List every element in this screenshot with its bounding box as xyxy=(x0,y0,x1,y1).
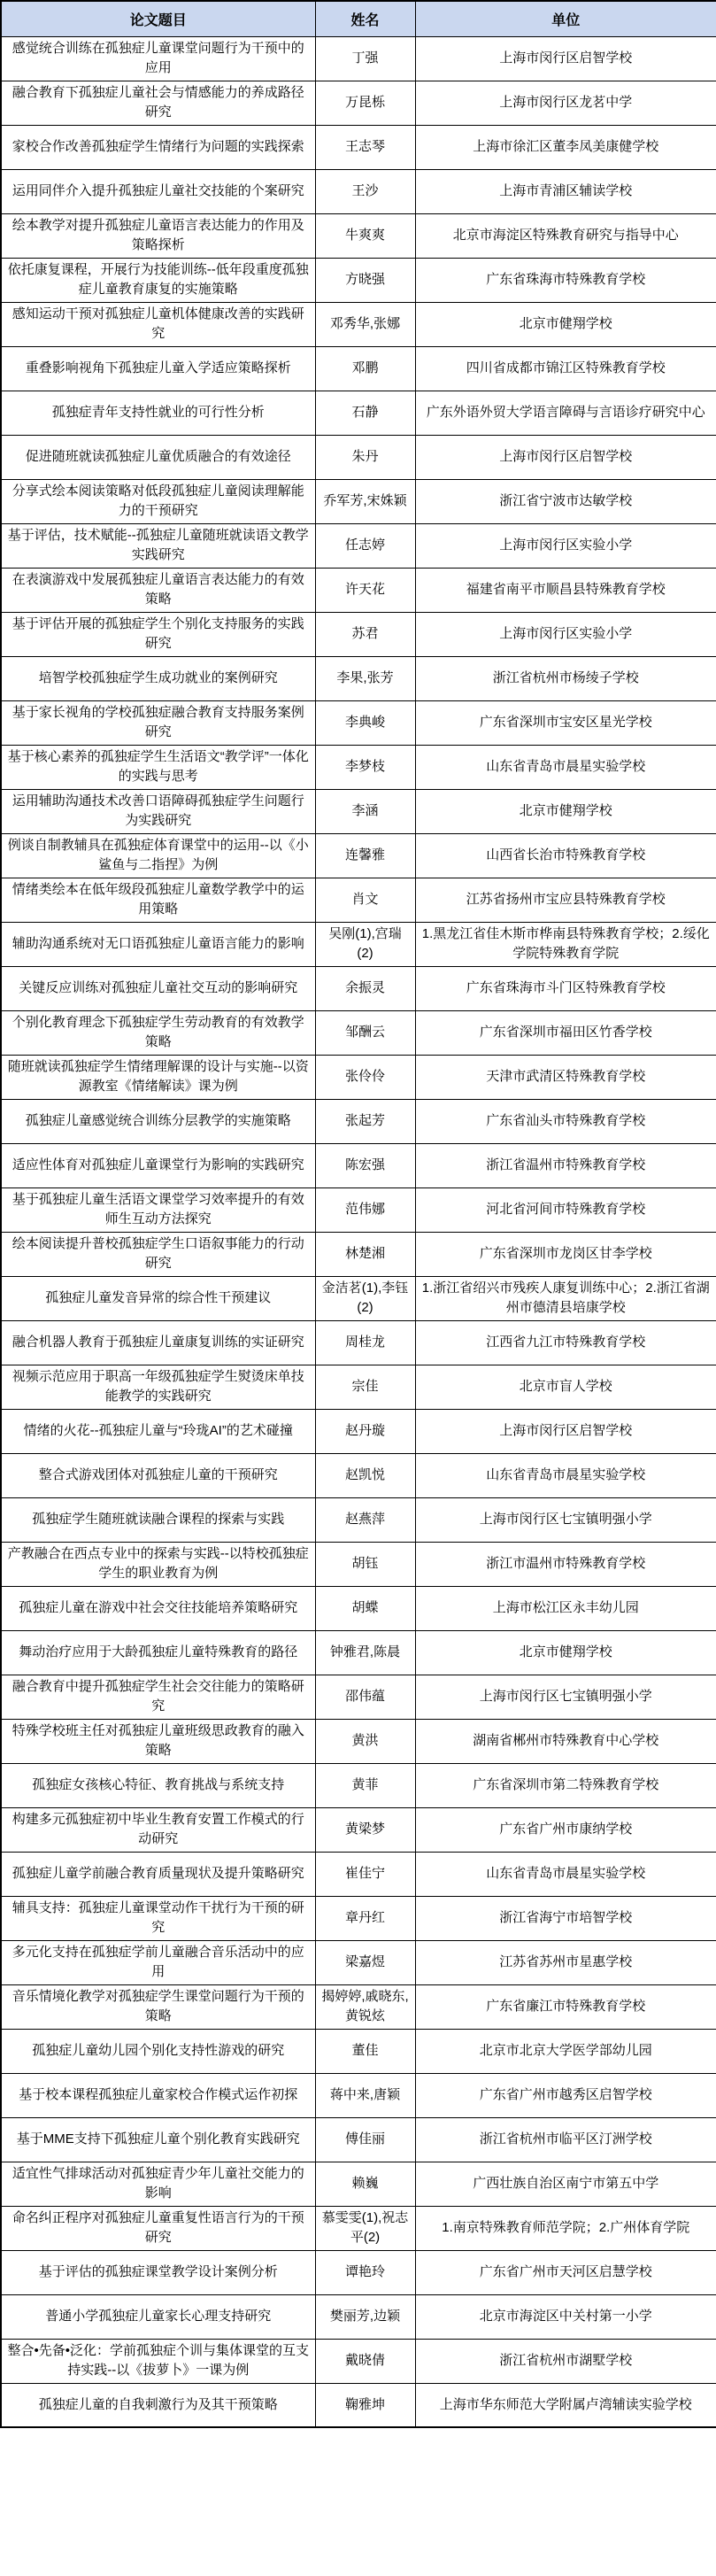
name-cell: 朱丹 xyxy=(315,435,415,479)
paper-title-cell: 绘本阅读提升普校孤独症学生口语叙事能力的行动研究 xyxy=(1,1232,315,1276)
name-cell: 邓秀华,张娜 xyxy=(315,302,415,346)
unit-cell: 江苏省苏州市星惠学校 xyxy=(415,1940,716,1984)
paper-title-cell: 情绪的火花--孤独症儿童与“玲珑AI”的艺术碰撞 xyxy=(1,1409,315,1453)
unit-cell: 北京市健翔学校 xyxy=(415,302,716,346)
table-row xyxy=(1,1099,716,1143)
paper-title-cell: 融合教育中提升孤独症学生社会交往能力的策略研究 xyxy=(1,1675,315,1719)
paper-title-cell: 特殊学校班主任对孤独症儿童班级思政教育的融入策略 xyxy=(1,1719,315,1763)
unit-cell: 1.南京特殊教育师范学院；2.广州体育学院 xyxy=(415,2206,716,2250)
paper-title-cell: 融合教育下孤独症儿童社会与情感能力的养成路径研究 xyxy=(1,81,315,125)
name-cell: 邓鹏 xyxy=(315,346,415,391)
unit-cell: 北京市健翔学校 xyxy=(415,789,716,833)
name-cell: 鞠雅坤 xyxy=(315,2383,415,2427)
table-row xyxy=(1,1852,716,1896)
table-row xyxy=(1,1497,716,1542)
unit-cell: 上海市闵行区七宝镇明强小学 xyxy=(415,1497,716,1542)
table-row xyxy=(1,966,716,1010)
unit-cell: 北京市海淀区中关村第一小学 xyxy=(415,2294,716,2339)
unit-cell: 上海市闵行区启智学校 xyxy=(415,36,716,81)
unit-cell: 上海市闵行区龙茗中学 xyxy=(415,81,716,125)
unit-cell: 江西省九江市特殊教育学校 xyxy=(415,1320,716,1365)
unit-cell: 广东省深圳市第二特殊教育学校 xyxy=(415,1763,716,1807)
table-row xyxy=(1,2073,716,2117)
paper-title-cell: 基于校本课程孤独症儿童家校合作模式运作初探 xyxy=(1,2073,315,2117)
name-cell: 王沙 xyxy=(315,169,415,213)
paper-title-cell: 孤独症儿童发音异常的综合性干预建议 xyxy=(1,1276,315,1320)
table-row xyxy=(1,1320,716,1365)
name-cell: 苏君 xyxy=(315,612,415,656)
unit-cell: 广东外语外贸大学语言障碍与言语诊疗研究中心 xyxy=(415,391,716,435)
unit-cell: 河北省河间市特殊教育学校 xyxy=(415,1187,716,1232)
table-row xyxy=(1,169,716,213)
table-row xyxy=(1,1940,716,1984)
unit-cell: 广东省深圳市龙岗区甘李学校 xyxy=(415,1232,716,1276)
paper-title-cell: 辅助沟通系统对无口语孤独症儿童语言能力的影响 xyxy=(1,922,315,966)
paper-title-cell: 基于核心素养的孤独症学生生活语文“教学评”一体化的实践与思考 xyxy=(1,745,315,789)
unit-cell: 北京市盲人学校 xyxy=(415,1365,716,1409)
table-row xyxy=(1,1630,716,1675)
paper-title-cell: 基于评估的孤独症课堂教学设计案例分析 xyxy=(1,2250,315,2294)
unit-cell: 江苏省扬州市宝应县特殊教育学校 xyxy=(415,878,716,922)
table-row xyxy=(1,1542,716,1586)
paper-title-cell: 基于MME支持下孤独症儿童个别化教育实践研究 xyxy=(1,2117,315,2162)
table-row xyxy=(1,1143,716,1187)
unit-cell: 四川省成都市锦江区特殊教育学校 xyxy=(415,346,716,391)
name-cell: 慕雯雯(1),祝志平(2) xyxy=(315,2206,415,2250)
unit-cell: 广东省珠海市斗门区特殊教育学校 xyxy=(415,966,716,1010)
table-row xyxy=(1,1675,716,1719)
paper-title-cell: 基于评估，技术赋能--孤独症儿童随班就读语文教学实践研究 xyxy=(1,523,315,568)
table-row xyxy=(1,1276,716,1320)
table-row xyxy=(1,2339,716,2383)
paper-title-cell: 孤独症儿童幼儿园个别化支持性游戏的研究 xyxy=(1,2029,315,2073)
paper-title-cell: 构建多元孤独症初中毕业生教育安置工作模式的行动研究 xyxy=(1,1807,315,1852)
unit-cell: 广东省广州市康纳学校 xyxy=(415,1807,716,1852)
unit-cell: 山东省青岛市晨星实验学校 xyxy=(415,1453,716,1497)
name-cell: 李涵 xyxy=(315,789,415,833)
name-cell: 张伶伶 xyxy=(315,1055,415,1099)
table-row xyxy=(1,745,716,789)
name-cell: 万昆栎 xyxy=(315,81,415,125)
paper-title-cell: 运用同伴介入提升孤独症儿童社交技能的个案研究 xyxy=(1,169,315,213)
name-cell: 肖文 xyxy=(315,878,415,922)
unit-cell: 广东省汕头市特殊教育学校 xyxy=(415,1099,716,1143)
name-cell: 李梦枝 xyxy=(315,745,415,789)
paper-title-cell: 在表演游戏中发展孤独症儿童语言表达能力的有效策略 xyxy=(1,568,315,612)
name-cell: 谭艳玲 xyxy=(315,2250,415,2294)
unit-cell: 上海市闵行区实验小学 xyxy=(415,612,716,656)
table-row xyxy=(1,1807,716,1852)
name-cell: 林楚湘 xyxy=(315,1232,415,1276)
unit-cell: 1.黑龙江省佳木斯市桦南县特殊教育学校；2.绥化学院特殊教育学院 xyxy=(415,922,716,966)
table-row xyxy=(1,1453,716,1497)
name-cell: 黄梁梦 xyxy=(315,1807,415,1852)
table-row xyxy=(1,479,716,523)
unit-cell: 广东省广州市越秀区启智学校 xyxy=(415,2073,716,2117)
name-cell: 乔军芳,宋姝颖 xyxy=(315,479,415,523)
paper-title-cell: 促进随班就读孤独症儿童优质融合的有效途径 xyxy=(1,435,315,479)
table-body xyxy=(1,36,716,2427)
name-cell: 张起芳 xyxy=(315,1099,415,1143)
unit-cell: 湖南省郴州市特殊教育中心学校 xyxy=(415,1719,716,1763)
table-row xyxy=(1,833,716,878)
name-cell: 牛爽爽 xyxy=(315,213,415,258)
name-cell: 董佳 xyxy=(315,2029,415,2073)
unit-cell: 上海市松江区永丰幼儿园 xyxy=(415,1586,716,1630)
paper-title-cell: 随班就读孤独症学生情绪理解课的设计与实施--以资源教室《情绪解读》课为例 xyxy=(1,1055,315,1099)
table-row xyxy=(1,1055,716,1099)
unit-cell: 北京市海淀区特殊教育研究与指导中心 xyxy=(415,213,716,258)
table-row xyxy=(1,2162,716,2206)
paper-title-cell: 整合式游戏团体对孤独症儿童的干预研究 xyxy=(1,1453,315,1497)
table-row xyxy=(1,878,716,922)
unit-cell: 上海市华东师范大学附属卢湾辅读实验学校 xyxy=(415,2383,716,2427)
table-row xyxy=(1,2383,716,2427)
paper-title-cell: 多元化支持在孤独症学前儿童融合音乐活动中的应用 xyxy=(1,1940,315,1984)
paper-title-cell: 基于家长视角的学校孤独症融合教育支持服务案例研究 xyxy=(1,700,315,745)
paper-title-cell: 个别化教育理念下孤独症学生劳动教育的有效教学策略 xyxy=(1,1010,315,1055)
name-cell: 崔佳宁 xyxy=(315,1852,415,1896)
name-cell: 赵凯悦 xyxy=(315,1453,415,1497)
name-cell: 蒋中来,唐颖 xyxy=(315,2073,415,2117)
name-cell: 戴晓倩 xyxy=(315,2339,415,2383)
name-cell: 赖巍 xyxy=(315,2162,415,2206)
paper-title-cell: 培智学校孤独症学生成功就业的案例研究 xyxy=(1,656,315,700)
table-row xyxy=(1,391,716,435)
paper-title-cell: 适宜性气排球活动对孤独症青少年儿童社交能力的影响 xyxy=(1,2162,315,2206)
table-row xyxy=(1,789,716,833)
name-cell: 胡钰 xyxy=(315,1542,415,1586)
table-row xyxy=(1,1896,716,1940)
paper-title-cell: 例谈自制教辅具在孤独症体育课堂中的运用--以《小鲨鱼与二指捏》为例 xyxy=(1,833,315,878)
name-cell: 章丹红 xyxy=(315,1896,415,1940)
table-row xyxy=(1,1010,716,1055)
name-cell: 黄洪 xyxy=(315,1719,415,1763)
name-cell: 吴刚(1),宫瑞(2) xyxy=(315,922,415,966)
table-row xyxy=(1,346,716,391)
name-cell: 许天花 xyxy=(315,568,415,612)
paper-title-cell: 孤独症儿童感觉统合训练分层教学的实施策略 xyxy=(1,1099,315,1143)
name-cell: 邵伟蕴 xyxy=(315,1675,415,1719)
unit-cell: 广东省广州市天河区启慧学校 xyxy=(415,2250,716,2294)
table-row xyxy=(1,523,716,568)
paper-title-cell: 孤独症儿童在游戏中社会交往技能培养策略研究 xyxy=(1,1586,315,1630)
paper-title-cell: 整合•先备•泛化：学前孤独症个训与集体课堂的互支持实践--以《拔萝卜》一课为例 xyxy=(1,2339,315,2383)
paper-title-cell: 关键反应训练对孤独症儿童社交互动的影响研究 xyxy=(1,966,315,1010)
paper-title-cell: 适应性体育对孤独症儿童课堂行为影响的实践研究 xyxy=(1,1143,315,1187)
unit-cell: 广东省深圳市宝安区星光学校 xyxy=(415,700,716,745)
name-cell: 赵丹璇 xyxy=(315,1409,415,1453)
unit-cell: 广东省廉江市特殊教育学校 xyxy=(415,1984,716,2029)
unit-cell: 浙江省海宁市培智学校 xyxy=(415,1896,716,1940)
table-row xyxy=(1,1586,716,1630)
table-row xyxy=(1,1719,716,1763)
paper-title-cell: 音乐情境化教学对孤独症学生课堂问题行为干预的策略 xyxy=(1,1984,315,2029)
table-row xyxy=(1,2294,716,2339)
name-cell: 钟雅君,陈晨 xyxy=(315,1630,415,1675)
table-row xyxy=(1,36,716,81)
paper-title-cell: 普通小学孤独症儿童家长心理支持研究 xyxy=(1,2294,315,2339)
table-row xyxy=(1,1409,716,1453)
name-cell: 王志琴 xyxy=(315,125,415,169)
table-row xyxy=(1,81,716,125)
unit-cell: 北京市健翔学校 xyxy=(415,1630,716,1675)
unit-cell: 广西壮族自治区南宁市第五中学 xyxy=(415,2162,716,2206)
paper-title-cell: 重叠影响视角下孤独症儿童入学适应策略探析 xyxy=(1,346,315,391)
paper-title-cell: 分享式绘本阅读策略对低段孤独症儿童阅读理解能力的干预研究 xyxy=(1,479,315,523)
unit-cell: 上海市闵行区启智学校 xyxy=(415,435,716,479)
table-row xyxy=(1,1984,716,2029)
name-cell: 石静 xyxy=(315,391,415,435)
name-cell: 金洁茗(1),李钰(2) xyxy=(315,1276,415,1320)
unit-cell: 浙江市温州市特殊教育学校 xyxy=(415,1542,716,1586)
paper-title-cell: 孤独症学生随班就读融合课程的探索与实践 xyxy=(1,1497,315,1542)
name-cell: 丁强 xyxy=(315,36,415,81)
table-row xyxy=(1,922,716,966)
name-cell: 黄菲 xyxy=(315,1763,415,1807)
unit-cell: 山东省青岛市晨星实验学校 xyxy=(415,1852,716,1896)
table-row xyxy=(1,1187,716,1232)
table-row xyxy=(1,1763,716,1807)
paper-title-cell: 感觉统合训练在孤独症儿童课堂问题行为干预中的应用 xyxy=(1,36,315,81)
unit-cell: 上海市闵行区实验小学 xyxy=(415,523,716,568)
unit-cell: 上海市闵行区七宝镇明强小学 xyxy=(415,1675,716,1719)
unit-cell: 1.浙江省绍兴市残疾人康复训练中心；2.浙江省湖州市德清县培康学校 xyxy=(415,1276,716,1320)
paper-title-cell: 家校合作改善孤独症学生情绪行为问题的实践探索 xyxy=(1,125,315,169)
table-row xyxy=(1,258,716,302)
paper-title-cell: 融合机器人教育于孤独症儿童康复训练的实证研究 xyxy=(1,1320,315,1365)
paper-title-cell: 孤独症儿童的自我刺激行为及其干预策略 xyxy=(1,2383,315,2427)
unit-cell: 天津市武清区特殊教育学校 xyxy=(415,1055,716,1099)
table-row xyxy=(1,2250,716,2294)
name-cell: 连馨雅 xyxy=(315,833,415,878)
name-cell: 周桂龙 xyxy=(315,1320,415,1365)
name-cell: 余振灵 xyxy=(315,966,415,1010)
paper-title-cell: 孤独症儿童学前融合教育质量现状及提升策略研究 xyxy=(1,1852,315,1896)
name-cell: 方晓强 xyxy=(315,258,415,302)
unit-cell: 上海市青浦区辅读学校 xyxy=(415,169,716,213)
table-row xyxy=(1,1365,716,1409)
table-row xyxy=(1,2206,716,2250)
paper-title-cell: 绘本教学对提升孤独症儿童语言表达能力的作用及策略探析 xyxy=(1,213,315,258)
column-header-unit: 单位 xyxy=(415,1,716,36)
name-cell: 宗佳 xyxy=(315,1365,415,1409)
name-cell: 任志婷 xyxy=(315,523,415,568)
name-cell: 胡蝶 xyxy=(315,1586,415,1630)
unit-cell: 浙江省温州市特殊教育学校 xyxy=(415,1143,716,1187)
table-row xyxy=(1,213,716,258)
paper-title-cell: 产教融合在西点专业中的探索与实践--以特校孤独症学生的职业教育为例 xyxy=(1,1542,315,1586)
paper-title-cell: 基于孤独症儿童生活语文课堂学习效率提升的有效师生互动方法探究 xyxy=(1,1187,315,1232)
paper-title-cell: 感知运动干预对孤独症儿童机体健康改善的实践研究 xyxy=(1,302,315,346)
unit-cell: 广东省珠海市特殊教育学校 xyxy=(415,258,716,302)
unit-cell: 浙江省杭州市湖墅学校 xyxy=(415,2339,716,2383)
paper-title-cell: 运用辅助沟通技术改善口语障碍孤独症学生问题行为实践研究 xyxy=(1,789,315,833)
paper-title-cell: 情绪类绘本在低年级段孤独症儿童数学教学中的运用策略 xyxy=(1,878,315,922)
paper-title-cell: 基于评估开展的孤独症学生个别化支持服务的实践研究 xyxy=(1,612,315,656)
unit-cell: 福建省南平市顺昌县特殊教育学校 xyxy=(415,568,716,612)
unit-cell: 浙江省杭州市杨绫子学校 xyxy=(415,656,716,700)
unit-cell: 广东省深圳市福田区竹香学校 xyxy=(415,1010,716,1055)
name-cell: 陈宏强 xyxy=(315,1143,415,1187)
table-row xyxy=(1,656,716,700)
unit-cell: 北京市北京大学医学部幼儿园 xyxy=(415,2029,716,2073)
table-row xyxy=(1,612,716,656)
name-cell: 赵燕萍 xyxy=(315,1497,415,1542)
unit-cell: 上海市闵行区启智学校 xyxy=(415,1409,716,1453)
table-row xyxy=(1,302,716,346)
column-header-name: 姓名 xyxy=(315,1,415,36)
table-row xyxy=(1,2029,716,2073)
table-row xyxy=(1,125,716,169)
table-row xyxy=(1,700,716,745)
paper-title-cell: 舞动治疗应用于大龄孤独症儿童特殊教育的路径 xyxy=(1,1630,315,1675)
table-row xyxy=(1,1232,716,1276)
paper-title-cell: 孤独症青年支持性就业的可行性分析 xyxy=(1,391,315,435)
paper-title-cell: 视频示范应用于职高一年级孤独症学生熨烫床单技能教学的实践研究 xyxy=(1,1365,315,1409)
name-cell: 梁嘉煜 xyxy=(315,1940,415,1984)
paper-title-cell: 孤独症女孩核心特征、教育挑战与系统支持 xyxy=(1,1763,315,1807)
name-cell: 傅佳丽 xyxy=(315,2117,415,2162)
name-cell: 李典峻 xyxy=(315,700,415,745)
table-row xyxy=(1,568,716,612)
unit-cell: 山东省青岛市晨星实验学校 xyxy=(415,745,716,789)
column-header-paper-title: 论文题目 xyxy=(1,1,315,36)
name-cell: 揭婷婷,戚晓东,黄锐炫 xyxy=(315,1984,415,2029)
header-row xyxy=(1,1,716,36)
paper-title-cell: 依托康复课程，开展行为技能训练--低年段重度孤独症儿童教育康复的实施策略 xyxy=(1,258,315,302)
unit-cell: 浙江省杭州市临平区汀洲学校 xyxy=(415,2117,716,2162)
unit-cell: 山西省长治市特殊教育学校 xyxy=(415,833,716,878)
paper-title-cell: 命名纠正程序对孤独症儿童重复性语言行为的干预研究 xyxy=(1,2206,315,2250)
table-row xyxy=(1,2117,716,2162)
name-cell: 邹酬云 xyxy=(315,1010,415,1055)
table-row xyxy=(1,435,716,479)
name-cell: 樊丽芳,边颖 xyxy=(315,2294,415,2339)
unit-cell: 浙江省宁波市达敏学校 xyxy=(415,479,716,523)
name-cell: 李果,张芳 xyxy=(315,656,415,700)
name-cell: 范伟娜 xyxy=(315,1187,415,1232)
paper-title-cell: 辅具支持：孤独症儿童课堂动作干扰行为干预的研究 xyxy=(1,1896,315,1940)
unit-cell: 上海市徐汇区董李凤美康健学校 xyxy=(415,125,716,169)
